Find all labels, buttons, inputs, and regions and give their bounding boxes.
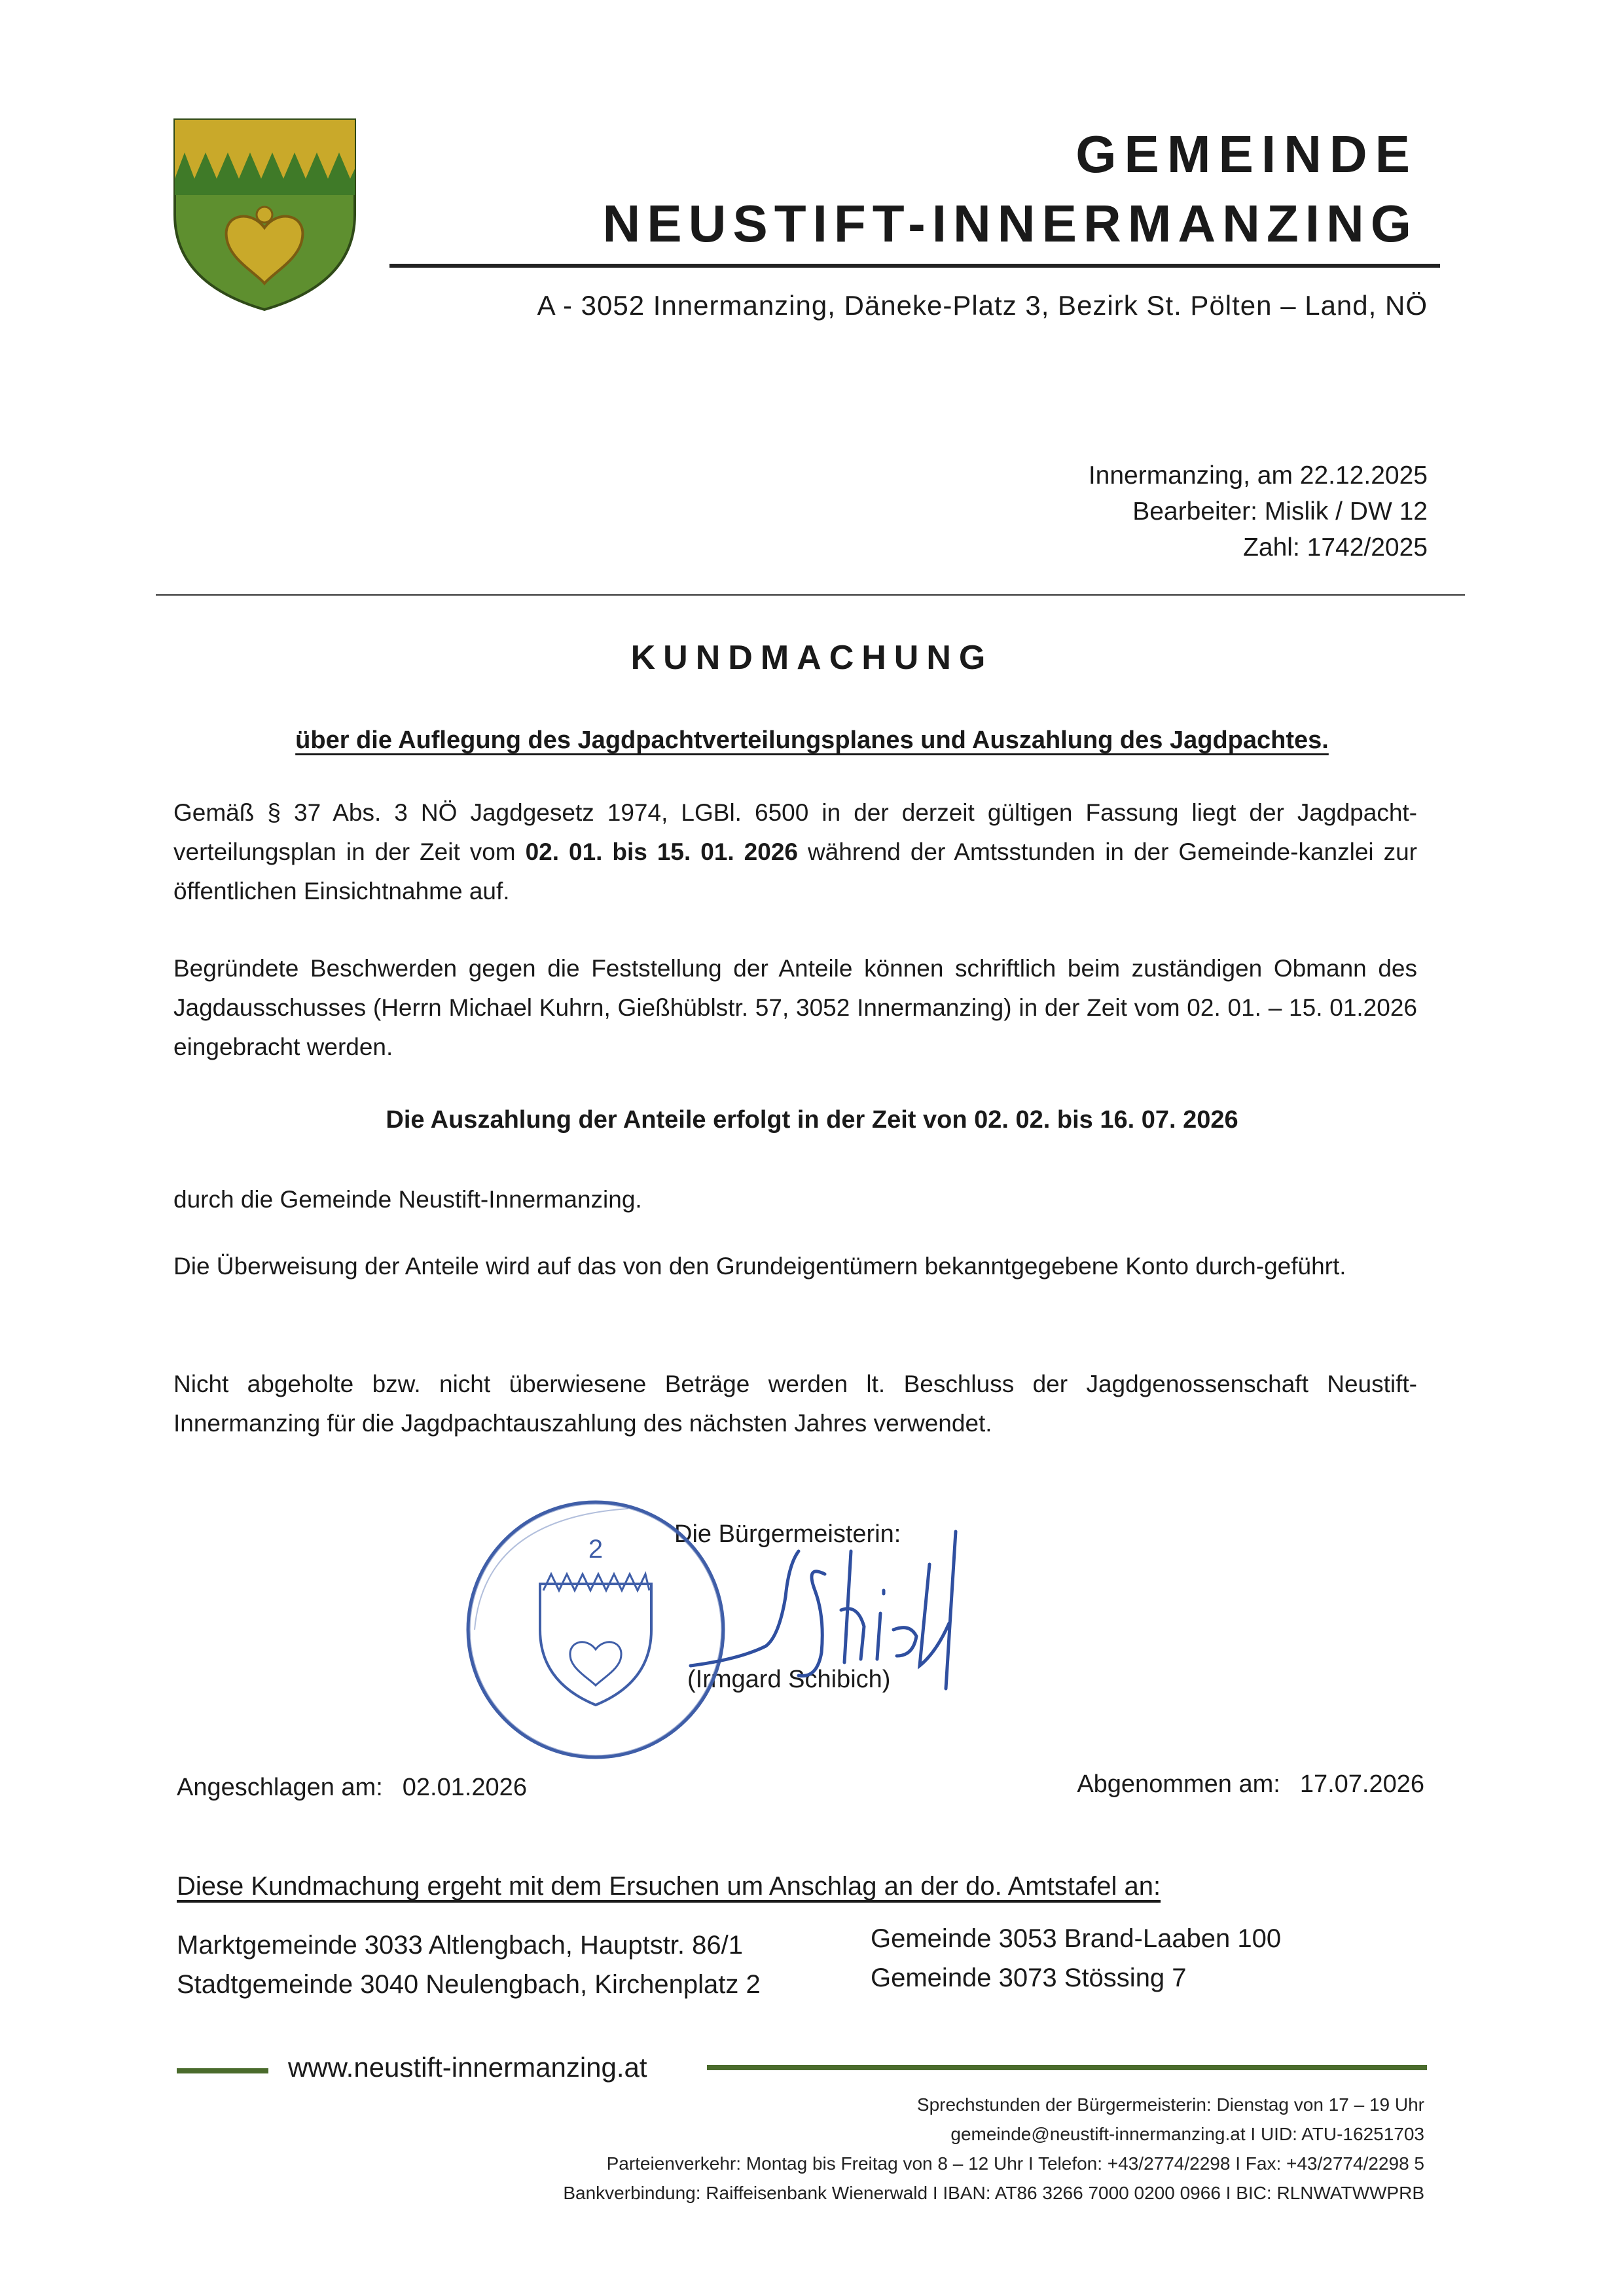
recipient-left-1: Marktgemeinde 3033 Altlengbach, Hauptstr. 86/1	[177, 1931, 743, 1960]
letterhead-title-line1: GEMEINDE	[1075, 125, 1418, 183]
footer-bar-left	[177, 2068, 268, 2073]
municipal-coat-of-arms	[171, 117, 358, 313]
paragraph-complaints: Begründete Beschwerden gegen die Feststellung der Anteile können schriftlich beim zuständigen Obmann des Jagdausschusses (Herrn Michael Kuhrn, Gießhüblstr. 57, 3052 Innermanzing) in der Zeit vom 02. 01. – 15. 01.2026 eingebracht werden.	[173, 955, 1417, 1060]
paragraph-unclaimed: Nicht abgeholte bzw. nicht überwiesene Beträge werden lt. Beschluss der Jagdgenossenschaft Neustift-Innermanzing für die Jagdpachtauszahlung des nächsten Jahres verwendet.	[173, 1371, 1417, 1437]
removed-label: Abgenommen am:	[1077, 1770, 1280, 1798]
signature-label: Die Bürgermeisterin:	[674, 1520, 901, 1548]
recipient-right-1: Gemeinde 3053 Brand-Laaben 100	[871, 1924, 1282, 1953]
recipient-right-2: Gemeinde 3073 Stössing 7	[871, 1964, 1187, 1992]
signatory-name: (Irmgard Schibich)	[687, 1666, 891, 1693]
distribution-intro: Diese Kundmachung ergeht mit dem Ersuchen um Anschlag an der do. Amtstafel an:	[177, 1872, 1161, 1901]
letterhead-divider	[389, 264, 1440, 268]
paragraph-1-dates: 02. 01. bis 15. 01. 2026	[525, 838, 798, 865]
removed-date-field	[1077, 1770, 1424, 1799]
paragraph-payer: durch die Gemeinde Neustift-Innermanzing.	[173, 1186, 642, 1213]
official-stamp-and-signature	[458, 1492, 1080, 1774]
posted-date-field	[177, 1774, 527, 1802]
footer-office-hours: Sprechstunden der Bürgermeisterin: Dienstag von 17 – 19 Uhr	[916, 2094, 1424, 2115]
document-date: Innermanzing, am 22.12.2025	[1088, 461, 1428, 490]
document-clerk: Bearbeiter: Mislik / DW 12	[1132, 497, 1428, 526]
paragraph-1-start: Gemäß § 37 Abs. 3 NÖ Jagdgesetz 1974, LGBl. 6500 in der derzeit gültigen Fassung liegt der Jagdpacht-verteilungsplan in der Zeit vom	[173, 799, 1417, 865]
posted-date: 02.01.2026	[402, 1774, 527, 1801]
document-reference: Zahl: 1742/2025	[1243, 533, 1428, 562]
document-subtitle	[0, 726, 1624, 755]
posted-label: Angeschlagen am:	[177, 1774, 383, 1801]
footer-bank: Bankverbindung: Raiffeisenbank Wienerwald I IBAN: AT86 3266 7000 0200 0966 I BIC: RLNWATWWPRB	[563, 2183, 1424, 2203]
footer-email-uid: gemeinde@neustift-innermanzing.at I UID: ATU-16251703	[950, 2124, 1424, 2144]
footer-bar-right	[707, 2065, 1427, 2070]
header-divider	[156, 594, 1465, 596]
recipient-left-2: Stadtgemeinde 3040 Neulengbach, Kirchenplatz 2	[177, 1970, 761, 1999]
document-title: KUNDMACHUNG	[630, 639, 994, 677]
svg-text:2: 2	[588, 1535, 604, 1564]
document-subtitle-text: über die Auflegung des Jagdpachtverteilungsplanes und Auszahlung des Jagdpachtes.	[295, 726, 1329, 754]
letterhead-title-line2: NEUSTIFT-INNERMANZING	[602, 194, 1418, 253]
paragraph-1-end: während der Amtsstunden in der Gemeinde-kanzlei zur öffentlichen Einsichtnahme auf.	[173, 838, 1417, 905]
payout-period: Die Auszahlung der Anteile erfolgt in der Zeit von 02. 02. bis 16. 07. 2026	[386, 1106, 1238, 1134]
paragraph-display-period	[173, 793, 1417, 911]
handwritten-signature	[691, 1532, 956, 1689]
removed-date: 17.07.2026	[1299, 1770, 1424, 1798]
footer-contact: Parteienverkehr: Montag bis Freitag von 8 – 12 Uhr I Telefon: +43/2774/2298 I Fax: +43/2774/2298 5	[606, 2153, 1424, 2174]
letterhead-address: A - 3052 Innermanzing, Däneke-Platz 3, Bezirk St. Pölten – Land, NÖ	[537, 290, 1428, 321]
paragraph-transfer: Die Überweisung der Anteile wird auf das von den Grundeigentümern bekanntgegebene Konto durch-geführt.	[173, 1253, 1346, 1280]
footer-website: www.neustift-innermanzing.at	[288, 2052, 647, 2083]
official-stamp	[468, 1502, 723, 1757]
